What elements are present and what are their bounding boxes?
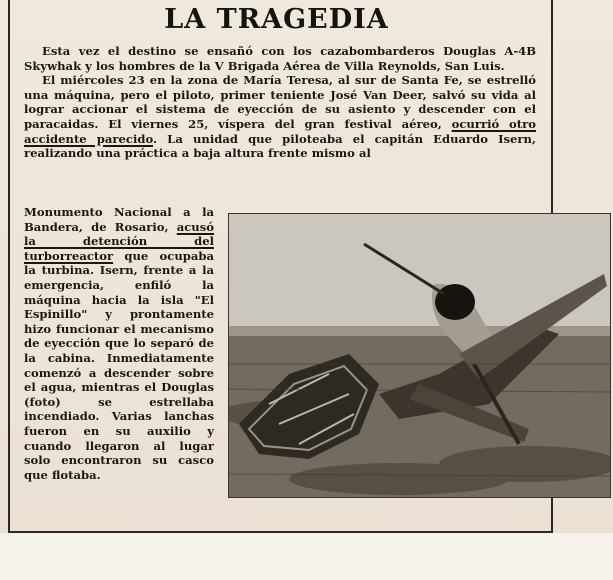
paragraph-intro: Esta vez el destino se ensañó con los cazabombarderos Douglas A-4B Skywhak y los hombres de la V Brigada Aérea de Villa Reynolds, San Luis. [24, 44, 536, 73]
column-text-end: que ocupaba la turbina. Isern, frente a la emergencia, enfiló la máquina hacia la isla "El Espinillo" y prontamente hizo funcionar el mecanismo de eyección que lo separó de la cabina. Inmediatamente comenzó a descender sobre el agua, mientras el Douglas (foto) se estrellaba incendiado. Varias lanchas fueron en su auxilio y cuando llegaron al lugar solo encontraron su casco que flotaba. [24, 248, 214, 482]
paragraph-accidents-end: . La unidad que piloteaba el capitán Eduardo Isern, realizando una práctica a baja altura frente mismo al [24, 131, 537, 161]
torn-paper-edge [0, 533, 613, 580]
paragraph-accidents-start: El miércoles 23 en la zona de María Teresa, al sur de Santa Fe, se estrelló una máquina, pero el piloto, primer teniente José Van Deer, salvó su vida al lograr accionar el sistema de eyección de su asiento y descender con el paracaidas. El viernes 25, víspera del gran festival aéreo, [24, 73, 536, 131]
article-headline: LA TRAGEDIA [164, 4, 389, 35]
crashed-jet-illustration [229, 214, 610, 497]
underlined-phrase-accident: ocurrió otro accidente parecido [24, 116, 536, 146]
article-body [24, 44, 536, 161]
paragraph-column [24, 205, 214, 482]
paragraph-accidents [24, 73, 536, 161]
article-narrow-column [24, 205, 214, 482]
underlined-phrase-turbojet: acusó la detención del turborreactor [24, 219, 214, 263]
column-text-start: Monumento Nacional a la Bandera, de Rosario, [24, 205, 214, 234]
crash-photo [228, 213, 611, 498]
